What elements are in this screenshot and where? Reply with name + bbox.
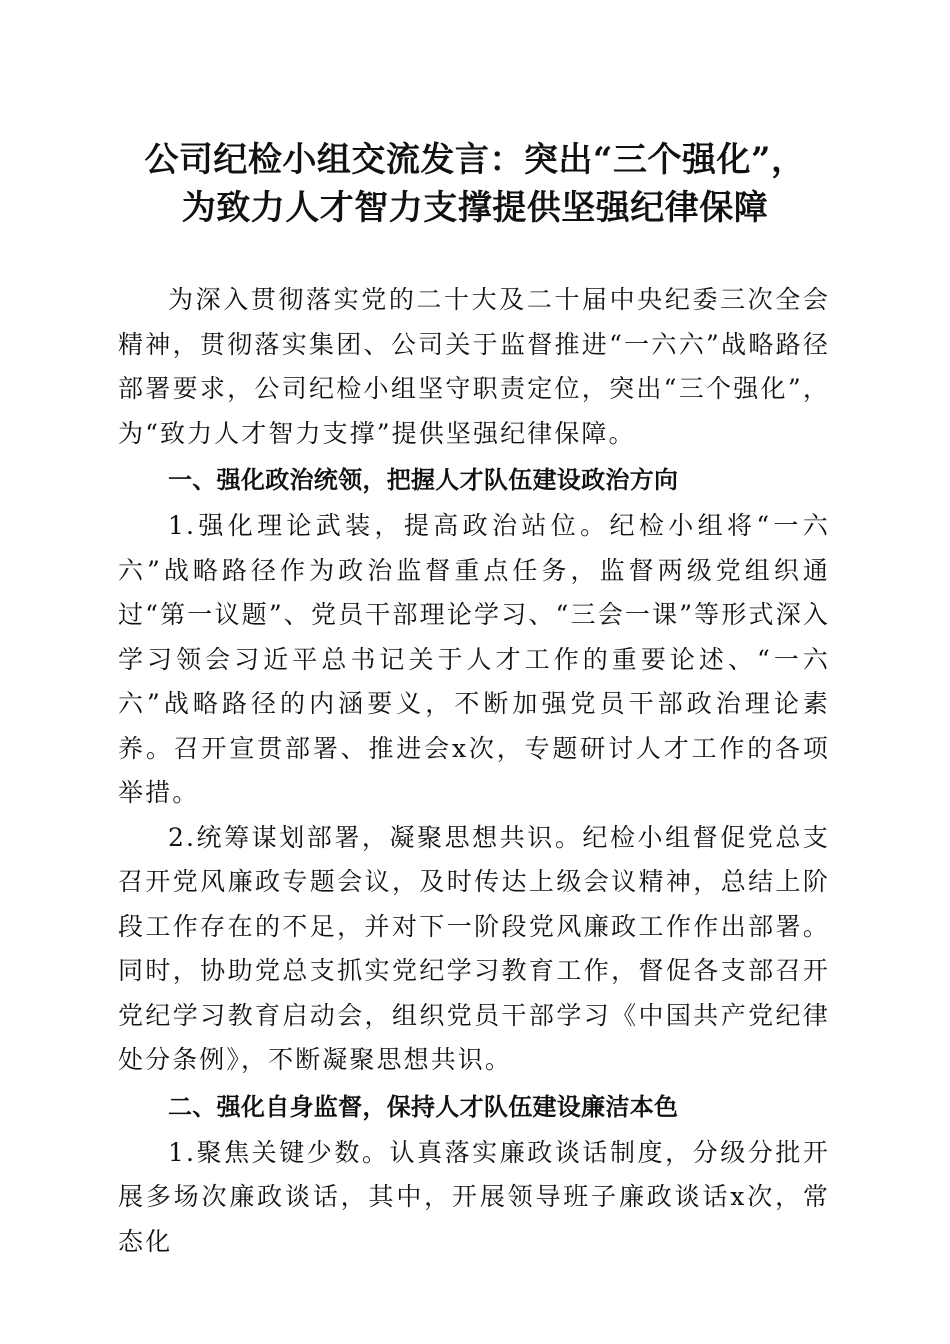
section-heading-1: 一、强化政治统领，把握人才队伍建设政治方向 xyxy=(168,466,679,494)
section-1-paragraph-2: 2.统筹谋划部署，凝聚思想共识。纪检小组督促党总支召开党风廉政专题会议，及时传达上级会议精神，总结上阶段工作存在的不足，并对下一阶段党风廉政工作作出部署。同时，协助党总支抓实党纪学习教育工作，督促各支部召开党纪学习教育启动会，组织党员干部学习《中国共产党纪律处分条例》，不断凝聚思想共识。 xyxy=(118,822,830,1074)
title-line-1: 公司纪检小组交流发言：突出“三个强化”， xyxy=(144,140,806,180)
section-heading-2: 二、强化自身监督，保持人才队伍建设廉洁本色 xyxy=(168,1092,679,1121)
document-body xyxy=(118,278,830,1264)
title-line-2: 为致力人才智力支撑提供坚强纪律保障 xyxy=(181,188,769,228)
intro-paragraph: 为深入贯彻落实党的二十大及二十届中央纪委三次全会精神，贯彻落实集团、公司关于监督推进“一六六”战略路径部署要求，公司纪检小组坚守职责定位，突出“三个强化”，为“致力人才智力支撑”提供坚强纪律保障。 xyxy=(118,285,830,448)
document-title xyxy=(110,136,840,232)
section-2-paragraph-1: 1.聚焦关键少数。认真落实廉政谈话制度，分级分批开展多场次廉政谈话，其中，开展领导班子廉政谈话x次，常态化 xyxy=(118,1137,830,1256)
section-1-paragraph-1: 1.强化理论武装，提高政治站位。纪检小组将“一六六”战略路径作为政治监督重点任务，监督两级党组织通过“第一议题”、党员干部理论学习、“三会一课”等形式深入学习领会习近平总书记关于人才工作的重要论述、“一六六”战略路径的内涵要义，不断加强党员干部政治理论素养。召开宣贯部署、推进会x次，专题研讨人才工作的各项举措。 xyxy=(118,511,830,807)
